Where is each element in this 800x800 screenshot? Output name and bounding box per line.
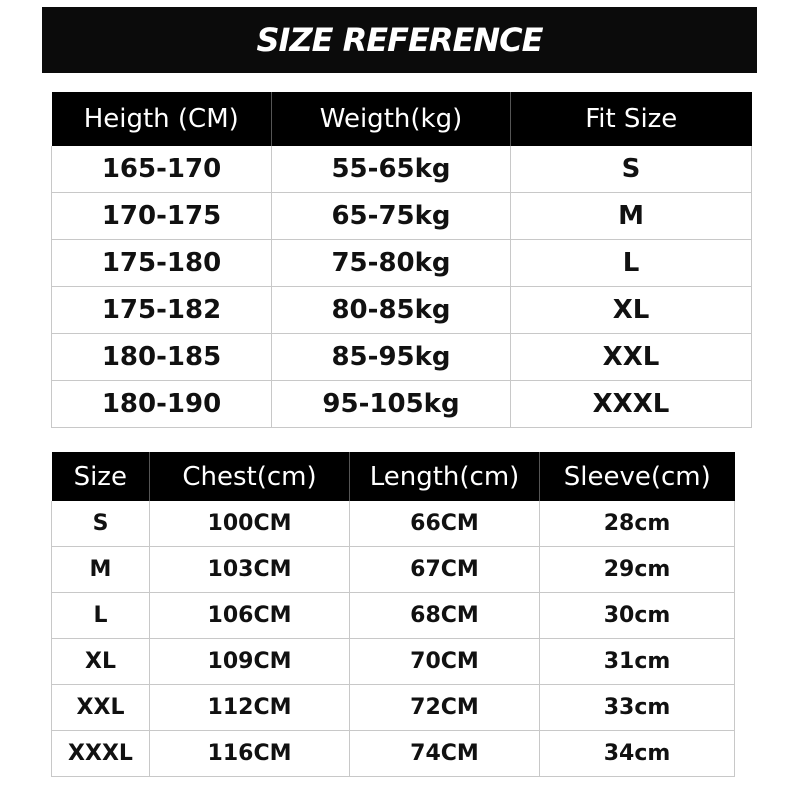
size-cell: XXXL <box>52 731 150 777</box>
chest-cell: 103CM <box>150 547 350 593</box>
length-cell: 74CM <box>350 731 540 777</box>
height-cell: 175-182 <box>52 287 272 334</box>
size-cell: M <box>52 547 150 593</box>
height-cell: 170-175 <box>52 193 272 240</box>
fit-size-cell: M <box>511 193 752 240</box>
page-title: SIZE REFERENCE <box>256 21 543 59</box>
chest-cell: 106CM <box>150 593 350 639</box>
fit-size-table <box>51 92 752 428</box>
sleeve-cell: 30cm <box>540 593 735 639</box>
table-row <box>52 501 735 547</box>
header-height: Heigth (CM) <box>52 92 272 146</box>
fit-size-cell: XXXL <box>511 381 752 428</box>
fit-size-cell: S <box>511 146 752 193</box>
fit-size-cell: XL <box>511 287 752 334</box>
height-cell: 175-180 <box>52 240 272 287</box>
title-banner <box>42 7 757 73</box>
header-chest: Chest(cm) <box>150 452 350 501</box>
sleeve-cell: 29cm <box>540 547 735 593</box>
size-cell: L <box>52 593 150 639</box>
measurement-table <box>51 452 735 777</box>
sleeve-cell: 33cm <box>540 685 735 731</box>
table-row <box>52 146 752 193</box>
length-cell: 66CM <box>350 501 540 547</box>
weight-cell: 95-105kg <box>272 381 511 428</box>
weight-cell: 75-80kg <box>272 240 511 287</box>
length-cell: 68CM <box>350 593 540 639</box>
header-sleeve: Sleeve(cm) <box>540 452 735 501</box>
size-cell: S <box>52 501 150 547</box>
table-row <box>52 334 752 381</box>
table-row <box>52 240 752 287</box>
size-cell: XXL <box>52 685 150 731</box>
fit-size-cell: XXL <box>511 334 752 381</box>
weight-cell: 80-85kg <box>272 287 511 334</box>
length-cell: 67CM <box>350 547 540 593</box>
table-row <box>52 593 735 639</box>
weight-cell: 55-65kg <box>272 146 511 193</box>
table-row <box>52 381 752 428</box>
measurement-header-row <box>52 452 735 501</box>
header-size: Size <box>52 452 150 501</box>
chest-cell: 100CM <box>150 501 350 547</box>
sleeve-cell: 28cm <box>540 501 735 547</box>
weight-cell: 65-75kg <box>272 193 511 240</box>
table-row <box>52 685 735 731</box>
weight-cell: 85-95kg <box>272 334 511 381</box>
height-cell: 180-185 <box>52 334 272 381</box>
table-row <box>52 287 752 334</box>
header-weight: Weigth(kg) <box>272 92 511 146</box>
fit-size-cell: L <box>511 240 752 287</box>
height-cell: 165-170 <box>52 146 272 193</box>
length-cell: 72CM <box>350 685 540 731</box>
chest-cell: 116CM <box>150 731 350 777</box>
sleeve-cell: 34cm <box>540 731 735 777</box>
fit-table-header-row <box>52 92 752 146</box>
height-cell: 180-190 <box>52 381 272 428</box>
size-cell: XL <box>52 639 150 685</box>
table-row <box>52 193 752 240</box>
length-cell: 70CM <box>350 639 540 685</box>
header-fit-size: Fit Size <box>511 92 752 146</box>
sleeve-cell: 31cm <box>540 639 735 685</box>
chest-cell: 109CM <box>150 639 350 685</box>
table-row <box>52 547 735 593</box>
table-row <box>52 639 735 685</box>
header-length: Length(cm) <box>350 452 540 501</box>
chest-cell: 112CM <box>150 685 350 731</box>
table-row <box>52 731 735 777</box>
